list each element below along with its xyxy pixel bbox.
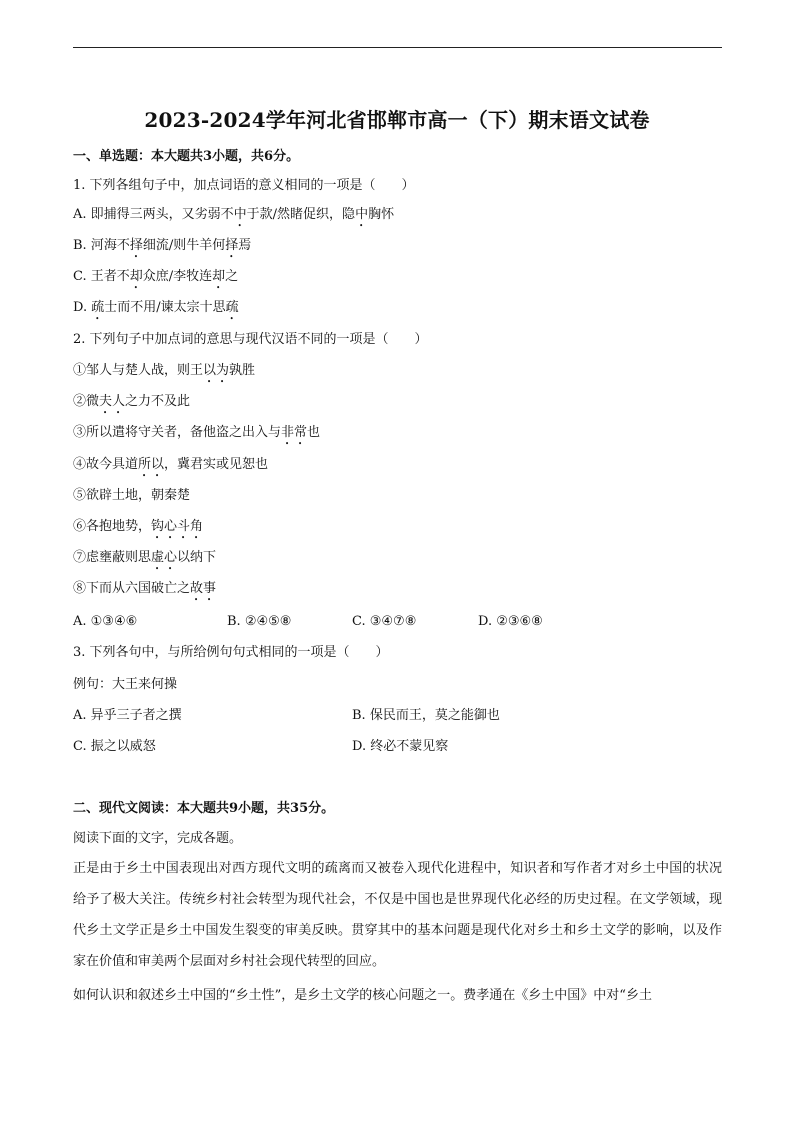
question-2-item-4: ④故今具道所以，冀君实或见恕也 — [73, 457, 269, 472]
section-heading-2: 二、现代文阅读：本大题共9小题，共35分。 — [73, 801, 335, 816]
question-1-option-b: B. 河海不择细流/则牛羊何择焉 — [73, 238, 252, 253]
question-2-option-d: D. ②③⑥⑧ — [478, 614, 543, 629]
question-3-option-a: A. 异乎三子者之撰 — [73, 708, 182, 723]
section-heading-1: 一、单选题：本大题共3小题，共6分。 — [73, 149, 300, 164]
question-2-stem: 2. 下列句子中加点词的意思与现代汉语不同的一项是（ ） — [73, 332, 428, 347]
question-1-option-d: D. 疏士而不用/谏太宗十思疏 — [73, 300, 239, 315]
question-2-option-b: B. ②④⑤⑧ — [227, 614, 292, 629]
question-2-item-3: ③所以遣将守关者，备他盗之出入与非常也 — [73, 425, 321, 440]
question-2-item-5: ⑤欲辟土地，朝秦楚 — [73, 488, 191, 503]
question-3-stem: 3. 下列各句中，与所给例句句式相同的一项是（ ） — [73, 645, 389, 660]
question-3-option-d: D. 终必不蒙见察 — [352, 739, 449, 754]
question-1-option-a: A. 即捕得三两头，又劣弱不中于款/然睹促织，隐中胸怀 — [73, 207, 395, 222]
header-rule — [73, 47, 722, 48]
question-2-item-2: ②微夫人之力不及此 — [73, 394, 191, 409]
question-3-example: 例句：大王来何操 — [73, 677, 178, 692]
question-2-item-1: ①邹人与楚人战，则王以为孰胜 — [73, 363, 256, 378]
question-2-option-c: C. ③④⑦⑧ — [352, 614, 417, 629]
question-1-stem: 1. 下列各组句子中，加点词语的意义相同的一项是（ ） — [73, 178, 415, 193]
reading-instruction: 阅读下面的文字，完成各题。 — [73, 831, 243, 846]
question-2-option-a: A. ①③④⑥ — [73, 614, 138, 629]
reading-paragraph-1: 正是由于乡土中国表现出对西方现代文明的疏离而又被卷入现代化进程中，知识者和写作者才对乡土中国的状况给予了极大关注。传统乡村社会转型为现代社会，不仅是中国也是世界现代化必经的历史过程。在文学领域，现代乡土文学正是乡土中国发生裂变的审美反映。贯穿其中的基本问题是现代化对乡土和乡土文学的影响，以及作家在价值和审美两个层面对乡村社会现代转型的回应。 — [73, 861, 722, 969]
question-1-option-c: C. 王者不却众庶/李牧连却之 — [73, 269, 239, 284]
page-title: 2023-2024学年河北省邯郸市高一（下）期末语文试卷 — [144, 108, 650, 132]
question-2-item-8: ⑧下而从六国破亡之故事 — [73, 581, 217, 596]
question-3-option-b: B. 保民而王，莫之能御也 — [352, 708, 500, 723]
question-3-option-c: C. 振之以威怒 — [73, 739, 156, 754]
question-2-item-6: ⑥各抱地势，钩心斗角 — [73, 519, 204, 534]
reading-paragraph-2: 如何认识和叙述乡土中国的“乡土性”，是乡土文学的核心问题之一。费孝通在《乡土中国》中对“乡土 — [73, 988, 652, 1003]
question-2-item-7: ⑦虑壅蔽则思虚心以纳下 — [73, 550, 217, 565]
